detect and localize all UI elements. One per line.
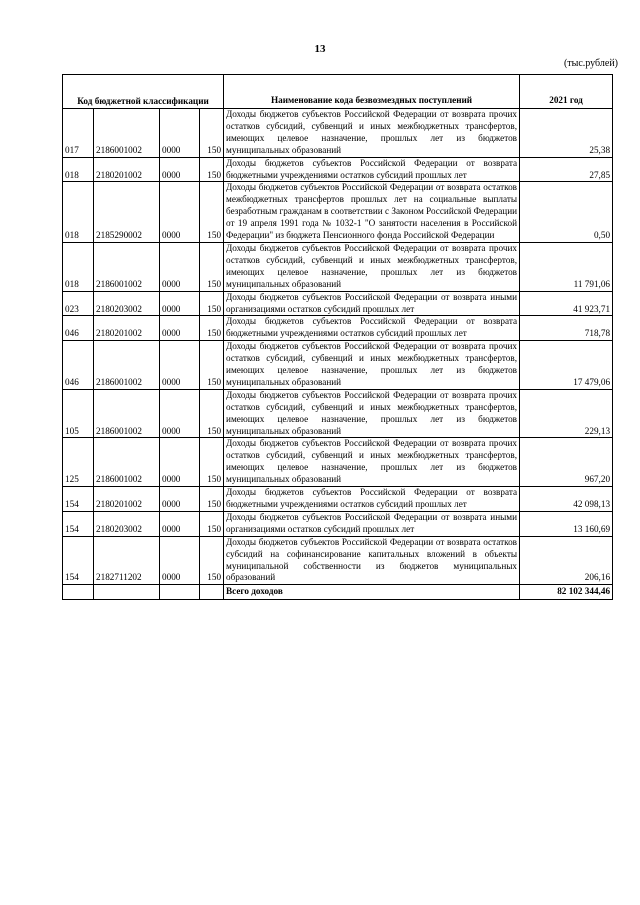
header-year: 2021 год xyxy=(520,75,613,109)
budget-table xyxy=(62,74,613,600)
table-row xyxy=(63,438,613,487)
cell-revenue-code: 2185290002 xyxy=(94,182,160,243)
cell-revenue-name: Доходы бюджетов субъектов Российской Федерации от возврата прочих остатков субсидий, субвенций и иных межбюджетных трансфертов, имеющих целевое назначение, прошлых лет из бюджетов муниципальных образований xyxy=(224,109,520,158)
cell-program-code: 0000 xyxy=(160,109,200,158)
cell-admin-code: 154 xyxy=(63,511,94,536)
cell-revenue-name: Доходы бюджетов субъектов Российской Федерации от возврата бюджетными учреждениями остатков субсидий прошлых лет xyxy=(224,487,520,512)
total-empty-cell xyxy=(200,585,224,600)
cell-amount: 17 479,06 xyxy=(520,341,613,390)
cell-revenue-code: 2186001002 xyxy=(94,438,160,487)
cell-amount: 0,50 xyxy=(520,182,613,243)
cell-revenue-code: 2186001002 xyxy=(94,389,160,438)
cell-economic-code: 150 xyxy=(200,316,224,341)
page-number: 13 xyxy=(314,43,326,55)
cell-admin-code: 154 xyxy=(63,487,94,512)
cell-amount: 206,16 xyxy=(520,536,613,585)
cell-economic-code: 150 xyxy=(200,438,224,487)
cell-revenue-name: Доходы бюджетов субъектов Российской Федерации от возврата бюджетными учреждениями остатков субсидий прошлых лет xyxy=(224,316,520,341)
cell-amount: 25,38 xyxy=(520,109,613,158)
cell-economic-code: 150 xyxy=(200,242,224,291)
cell-amount: 718,78 xyxy=(520,316,613,341)
table-row xyxy=(63,182,613,243)
cell-admin-code: 023 xyxy=(63,291,94,316)
cell-revenue-code: 2180201002 xyxy=(94,487,160,512)
cell-admin-code: 046 xyxy=(63,316,94,341)
cell-program-code: 0000 xyxy=(160,511,200,536)
cell-revenue-code: 2186001002 xyxy=(94,341,160,390)
units-label: (тыс.рублей) xyxy=(563,58,618,69)
total-label: Всего доходов xyxy=(224,585,520,600)
cell-revenue-name: Доходы бюджетов субъектов Российской Федерации от возврата иными организациями остатков субсидий прошлых лет xyxy=(224,291,520,316)
table-row xyxy=(63,291,613,316)
table-body xyxy=(63,109,613,585)
cell-program-code: 0000 xyxy=(160,182,200,243)
cell-admin-code: 018 xyxy=(63,242,94,291)
cell-program-code: 0000 xyxy=(160,291,200,316)
cell-revenue-code: 2186001002 xyxy=(94,109,160,158)
header-name: Наименование кода безвозмездных поступлений xyxy=(224,75,520,109)
total-empty-cell xyxy=(94,585,160,600)
cell-revenue-name: Доходы бюджетов субъектов Российской Федерации от возврата остатков межбюджетных трансфертов прошлых лет на социальные выплаты безработным гражданам в соответствии с Законом Российской Федерации от 19 апреля 1991 года № 1032-1 "О занятости населения в Российской Федерации" из бюджета Пенсионного фонда Российской Федерации xyxy=(224,182,520,243)
cell-amount: 42 098,13 xyxy=(520,487,613,512)
cell-amount: 27,85 xyxy=(520,157,613,182)
cell-economic-code: 150 xyxy=(200,341,224,390)
cell-program-code: 0000 xyxy=(160,341,200,390)
cell-economic-code: 150 xyxy=(200,291,224,316)
cell-admin-code: 154 xyxy=(63,536,94,585)
cell-admin-code: 017 xyxy=(63,109,94,158)
cell-amount: 229,13 xyxy=(520,389,613,438)
table-row xyxy=(63,536,613,585)
cell-revenue-code: 2186001002 xyxy=(94,242,160,291)
cell-revenue-code: 2180203002 xyxy=(94,291,160,316)
table-row xyxy=(63,242,613,291)
table-row xyxy=(63,157,613,182)
cell-revenue-name: Доходы бюджетов субъектов Российской Федерации от возврата иными организациями остатков субсидий прошлых лет xyxy=(224,511,520,536)
cell-admin-code: 105 xyxy=(63,389,94,438)
cell-revenue-name: Доходы бюджетов субъектов Российской Федерации от возврата прочих остатков субсидий, субвенций и иных межбюджетных трансфертов, имеющих целевое назначение, прошлых лет из бюджетов муниципальных образований xyxy=(224,242,520,291)
cell-admin-code: 046 xyxy=(63,341,94,390)
cell-economic-code: 150 xyxy=(200,536,224,585)
table-row xyxy=(63,316,613,341)
cell-admin-code: 125 xyxy=(63,438,94,487)
cell-revenue-name: Доходы бюджетов субъектов Российской Федерации от возврата бюджетными учреждениями остатков субсидий прошлых лет xyxy=(224,157,520,182)
cell-program-code: 0000 xyxy=(160,316,200,341)
header-code-classification: Код бюджетной классификации xyxy=(63,75,224,109)
cell-revenue-code: 2180203002 xyxy=(94,511,160,536)
cell-amount: 41 923,71 xyxy=(520,291,613,316)
table-row xyxy=(63,511,613,536)
cell-revenue-code: 2180201002 xyxy=(94,157,160,182)
total-empty-cell xyxy=(63,585,94,600)
total-empty-cell xyxy=(160,585,200,600)
cell-amount: 967,20 xyxy=(520,438,613,487)
cell-amount: 11 791,06 xyxy=(520,242,613,291)
table-row xyxy=(63,487,613,512)
table-header-row xyxy=(63,75,613,109)
cell-program-code: 0000 xyxy=(160,438,200,487)
cell-economic-code: 150 xyxy=(200,389,224,438)
cell-program-code: 0000 xyxy=(160,157,200,182)
total-row xyxy=(63,585,613,600)
cell-economic-code: 150 xyxy=(200,511,224,536)
cell-program-code: 0000 xyxy=(160,389,200,438)
table-row xyxy=(63,341,613,390)
cell-revenue-name: Доходы бюджетов субъектов Российской Федерации от возврата остатков субсидий на софинансирование капитальных вложений в объекты муниципальной собственности из бюджетов муниципальных образований xyxy=(224,536,520,585)
table-row xyxy=(63,389,613,438)
cell-economic-code: 150 xyxy=(200,109,224,158)
cell-economic-code: 150 xyxy=(200,487,224,512)
cell-program-code: 0000 xyxy=(160,242,200,291)
cell-amount: 13 160,69 xyxy=(520,511,613,536)
cell-revenue-name: Доходы бюджетов субъектов Российской Федерации от возврата прочих остатков субсидий, субвенций и иных межбюджетных трансфертов, имеющих целевое назначение, прошлых лет из бюджетов муниципальных образований xyxy=(224,341,520,390)
table-row xyxy=(63,109,613,158)
cell-program-code: 0000 xyxy=(160,536,200,585)
cell-revenue-name: Доходы бюджетов субъектов Российской Федерации от возврата прочих остатков субсидий, субвенций и иных межбюджетных трансфертов, имеющих целевое назначение, прошлых лет из бюджетов муниципальных образований xyxy=(224,389,520,438)
cell-revenue-code: 2180201002 xyxy=(94,316,160,341)
cell-revenue-name: Доходы бюджетов субъектов Российской Федерации от возврата прочих остатков субсидий, субвенций и иных межбюджетных трансфертов, имеющих целевое назначение, прошлых лет из бюджетов муниципальных образований xyxy=(224,438,520,487)
cell-economic-code: 150 xyxy=(200,157,224,182)
cell-admin-code: 018 xyxy=(63,157,94,182)
cell-revenue-code: 2182711202 xyxy=(94,536,160,585)
cell-program-code: 0000 xyxy=(160,487,200,512)
cell-admin-code: 018 xyxy=(63,182,94,243)
cell-economic-code: 150 xyxy=(200,182,224,243)
total-amount: 82 102 344,46 xyxy=(520,585,613,600)
